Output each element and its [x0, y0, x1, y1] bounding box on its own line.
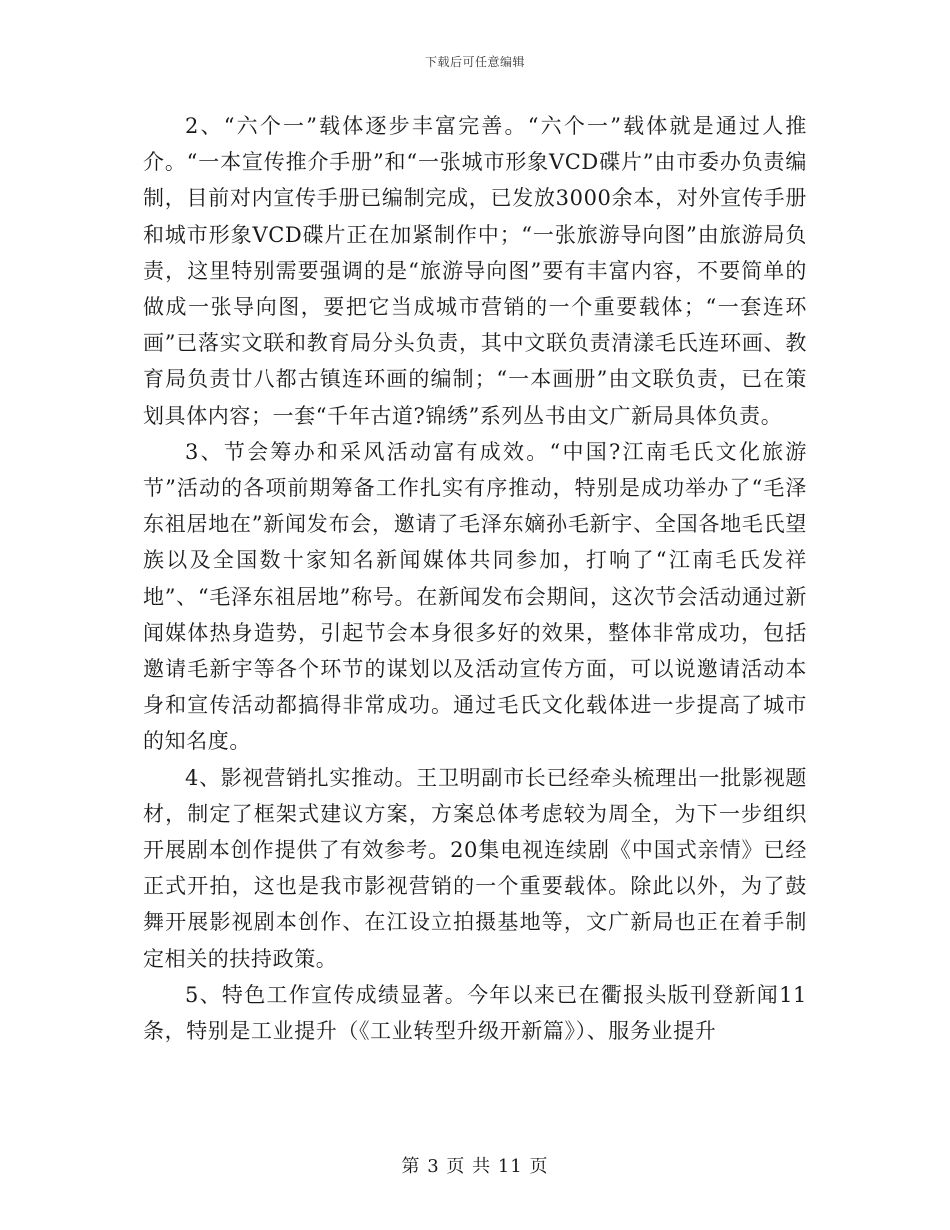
page-number-footer: 第 3 页 共 11 页 [401, 1156, 549, 1177]
paragraph-4: 4、影视营销扎实推动。王卫明副市长已经牵头梳理出一批影视题材，制定了框架式建议方案，方案总体考虑较为周全，为下一步组织开展剧本创作提供了有效参考。20集电视连续剧《中国式亲情》已经正式开拍，这也是我市影视营销的一个重要载体。除此以外，为了鼓舞开展影视剧本创作、在江设立拍摄基地等，文广新局也正在着手制定相关的扶持政策。 [143, 765, 807, 971]
paragraph-3: 3、节会筹办和采风活动富有成效。“中国?江南毛氏文化旅游节”活动的各项前期筹备工作扎实有序推动，特别是成功举办了“毛泽东祖居地在”新闻发布会，邀请了毛泽东嫡孙毛新宇、全国各地毛氏望族以及全国数十家知名新闻媒体共同参加，打响了“江南毛氏发祥地”、“毛泽东祖居地”称号。在新闻发布会期间，这次节会活动通过新闻媒体热身造势，引起节会本身很多好的效果，整体非常成功，包括邀请毛新宇等各个环节的谋划以及活动宣传方面，可以说邀请活动本身和宣传活动都搞得非常成功。通过毛氏文化载体进一步提高了城市的知名度。 [143, 439, 807, 754]
paragraph-5: 5、特色工作宣传成绩显著。今年以来已在衢报头版刊登新闻11条，特别是工业提升（《工业转型升级开新篇》）、服务业提升 [143, 982, 807, 1044]
paragraph-2: 2、“六个一”载体逐步丰富完善。“六个一”载体就是通过人推介。“一本宣传推介手册”和“一张城市形象VCD碟片”由市委办负责编制，目前对内宣传手册已编制完成，已发放3000余本，对外宣传手册和城市形象VCD碟片正在加紧制作中；“一张旅游导向图”由旅游局负责，这里特别需要强调的是“旅游导向图”要有丰富内容，不要简单的做成一张导向图，要把它当成城市营销的一个重要载体；“一套连环画”已落实文联和教育局分头负责，其中文联负责清漾毛氏连环画、教育局负责廿八都古镇连环画的编制；“一本画册”由文联负责，已在策划具体内容；一套“千年古道?锦绣”系列丛书由文广新局具体负责。 [143, 114, 807, 428]
page-header-note: 下载后可任意编辑 [424, 55, 525, 69]
document-body [143, 108, 807, 1049]
